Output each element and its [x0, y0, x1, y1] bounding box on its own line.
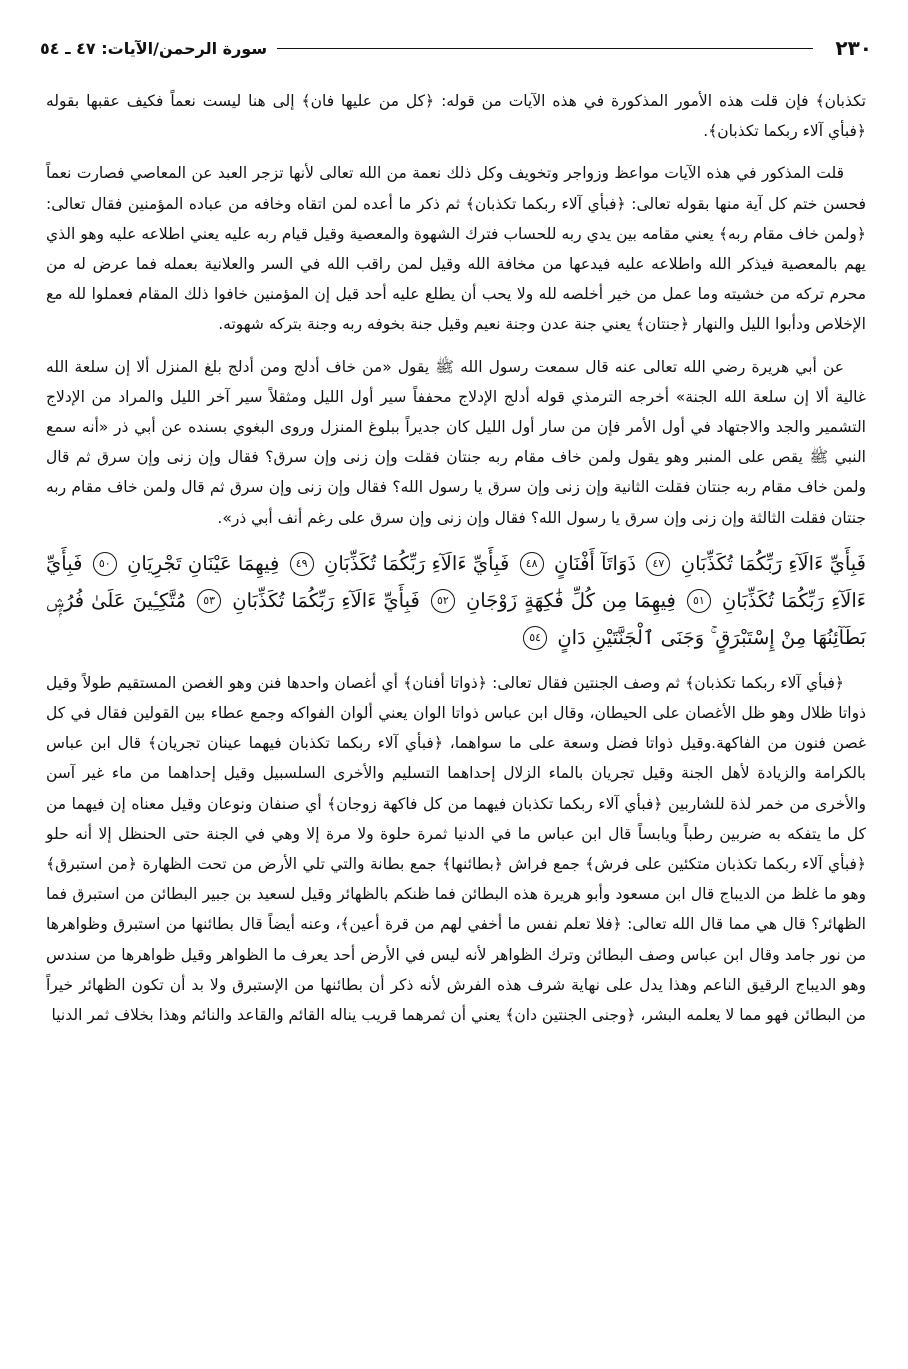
page-body	[46, 86, 866, 1042]
verse-marker-48: ٤٨	[520, 552, 544, 576]
quran-verses	[46, 545, 866, 656]
paragraph-1: تكذبان﴾ فإن قلت هذه الأمور المذكورة في هذه الآيات من قوله: ﴿كل من عليها فان﴾ إلى هنا ليست نعماً فكيف عقبها بقوله ﴿فبأي آلاء ربكما تكذبان﴾.	[46, 92, 866, 141]
verse-marker-50: ٥٠	[93, 552, 117, 576]
verse-marker-47: ٤٧	[646, 552, 670, 576]
verse-50: فِيهِمَا عَيْنَانِ تَجْرِيَانِ	[127, 551, 280, 575]
verse-47: فَبِأَيِّ ءَالَآءِ رَبِّكُمَا تُكَذِّبَانِ	[680, 551, 866, 575]
verse-52: فِيهِمَا مِن كُلِّ فَٰكِهَةٍ زَوْجَانِ	[465, 588, 676, 612]
page-header	[40, 30, 872, 66]
verse-48: ذَوَاتَآ أَفْنَانٍ	[553, 551, 637, 575]
verse-51: فَبِأَيِّ ءَالَآءِ رَبِّكُمَا تُكَذِّبَانِ	[46, 551, 866, 612]
verse-marker-54: ٥٤	[523, 626, 547, 650]
verse-53: فَبِأَيِّ ءَالَآءِ رَبِّكُمَا تُكَذِّبَانِ	[232, 588, 420, 612]
verse-marker-53: ٥٣	[197, 589, 221, 613]
verse-marker-51: ٥١	[687, 589, 711, 613]
page-number: ٢٣٠	[835, 36, 872, 60]
running-title: سورة الرحمن/الآيات: ٤٧ ـ ٥٤	[40, 38, 268, 58]
verse-marker-52: ٥٢	[431, 589, 455, 613]
paragraph-4: ﴿فبأي آلاء ربكما تكذبان﴾ ثم وصف الجنتين فقال تعالى: ﴿ذواتا أفنان﴾ أي أغصان واحدها فنن وهو الغصن المستقيم طولاً وقيل ذواتا ظلال وهو ظل الأغصان على الحيطان، وقال ابن عباس ذواتا الوان يعني ألوان الفواكه وجمع عطاء بين القولين فقال في كل غصن فنون من الفاكهة.وقيل ذواتا فضل وسعة على ما سواهما، ﴿فبأي آلاء ربكما تكذبان فيهما عينان تجريان﴾ قال ابن عباس بالكرامة والزيادة لأهل الجنة وقيل تجريان بالماء الزلال إحداهما التسليم والأخرى السلسبيل وقيل إحداهما من ماء غير آسن والأخرى من خمر لذة للشاربين ﴿فبأي آلاء ربكما تكذبان فيهما من كل فاكهة زوجان﴾ أي صنفان ونوعان وقيل معناه إن فيهما من كل ما يتفكه به ضربين رطباً ويابساً قال ابن عباس ما في الدنيا ثمرة حلوة ولا مرة إلا وهي في الجنة حتى الحنظل إلا أنه حلو ﴿فبأي آلاء ربكما تكذبان متكئين على فرش﴾ جمع فراش ﴿بطائنها﴾ جمع بطانة والتي تلي الأرض من تحت الظهارة ﴿من استبرق﴾ وهو ما غلظ من الديباج قال ابن مسعود وأبو هريرة هذه البطائن فما ظنكم بالظهائر وقيل لسعيد بن جبير البطائن من استبرق فما الظهائر؟ قال هي مما قال الله تعالى: ﴿فلا تعلم نفس ما أخفي لهم من قرة أعين﴾، وعنه أيضاً قال بطائنها من استبرق وظواهرها من نور جامد وقال ابن عباس وصف البطائن وترك الظواهر لأنه ليس في الأرض أحد يعرف ما الظواهر وقيل ظواهرها من سندس وهو الديباج الرقيق الناعم وهذا يدل على نهاية شرف هذه الفرش لأنه ذكر أن بطائنها من الإستبرق ولا بد أن تكون الظهائر خيراً من البطائن فهو مما لا يعلمه البشر، ﴿وجنى الجنتين دان﴾ يعني أن ثمرهما قريب يناله القائم والقاعد والنائم وهذا بخلاف ثمر الدنيا	[46, 673, 866, 1025]
header-rule	[277, 48, 813, 49]
paragraph-3: عن أبي هريرة رضي الله تعالى عنه قال سمعت رسول الله ﷺ يقول «من خاف أدلج ومن أدلج بلغ المنزل ألا إن سلعة الله غالية ألا إن سلعة الله الجنة» أخرجه الترمذي قوله أدلج الإدلاج محففاً سير أول الليل ومثقلاً سير آخر الليل والمراد من الإدلاج التشمير والجد والاجتهاد في أول الأمر فإن من سار أول الليل كان جديراً ببلوغ المنزل وروى البغوي بسنده عن أبي ذر «أنه سمع النبي ﷺ يقص على المنبر وهو يقول ولمن خاف مقام ربه جنتان فقلت وإن زنى وإن سرق؟ فقال وإن زنى وإن سرق ثم قال ولمن خاف مقام ربه جنتان فقلت الثانية وإن زنى وإن سرق يا رسول الله؟ فقال وإن زنى وإن سرق ثم قال ولمن خاف مقام ربه جنتان فقلت الثالثة وإن زنى وإن سرق يا رسول الله؟ فقال وإن زنى وإن سرق على رغم أنف أبي ذر».	[46, 357, 866, 527]
verse-marker-49: ٤٩	[290, 552, 314, 576]
verse-54: مُتَّكِـِٔينَ عَلَىٰ فُرُشٍۭ بَطَآئِنُهَا مِنْ إِسْتَبْرَقٍ ۚ وَجَنَى ٱلْجَنَّتَيْنِ دَانٍ	[46, 588, 866, 649]
verse-49: فَبِأَيِّ ءَالَآءِ رَبِّكُمَا تُكَذِّبَانِ	[324, 551, 510, 575]
paragraph-2: قلت المذكور في هذه الآيات مواعظ وزواجر وتخويف وكل ذلك نعمة من الله تعالى لأنها تزجر العبد عن المعاصي فصارت نعماً فحسن ختم كل آية منها بقوله تعالى: ﴿فبأي آلاء ربكما تكذبان﴾ ثم ذكر ما أعده لمن اتقاه وخافه من عباده المؤمنين فقال تعالى: ﴿ولمن خاف مقام ربه﴾ يعني مقامه بين يدي ربه للحساب فترك الشهوة والمعصية وقيل قيام ربه عليه يعني اطلاعه عليه وهو الذي يهم بالمعصية فيذكر الله واطلاعه عليه فيدعها من مخافة الله وقيل لمن راقب الله في السر والعلانية بعمله فما عرض له من محرم تركه من خشيته وما عمل من خير أخلصه لله ولا يحب أن يطلع عليه أحد قيل إن المؤمنين خافوا ذلك المقام فعملوا لله مع الإخلاص ودأبوا الليل والنهار ﴿جنتان﴾ يعني جنة عدن وجنة نعيم وقيل جنة بخوفه ربه وجنة بتركه شهوته.	[46, 164, 866, 334]
